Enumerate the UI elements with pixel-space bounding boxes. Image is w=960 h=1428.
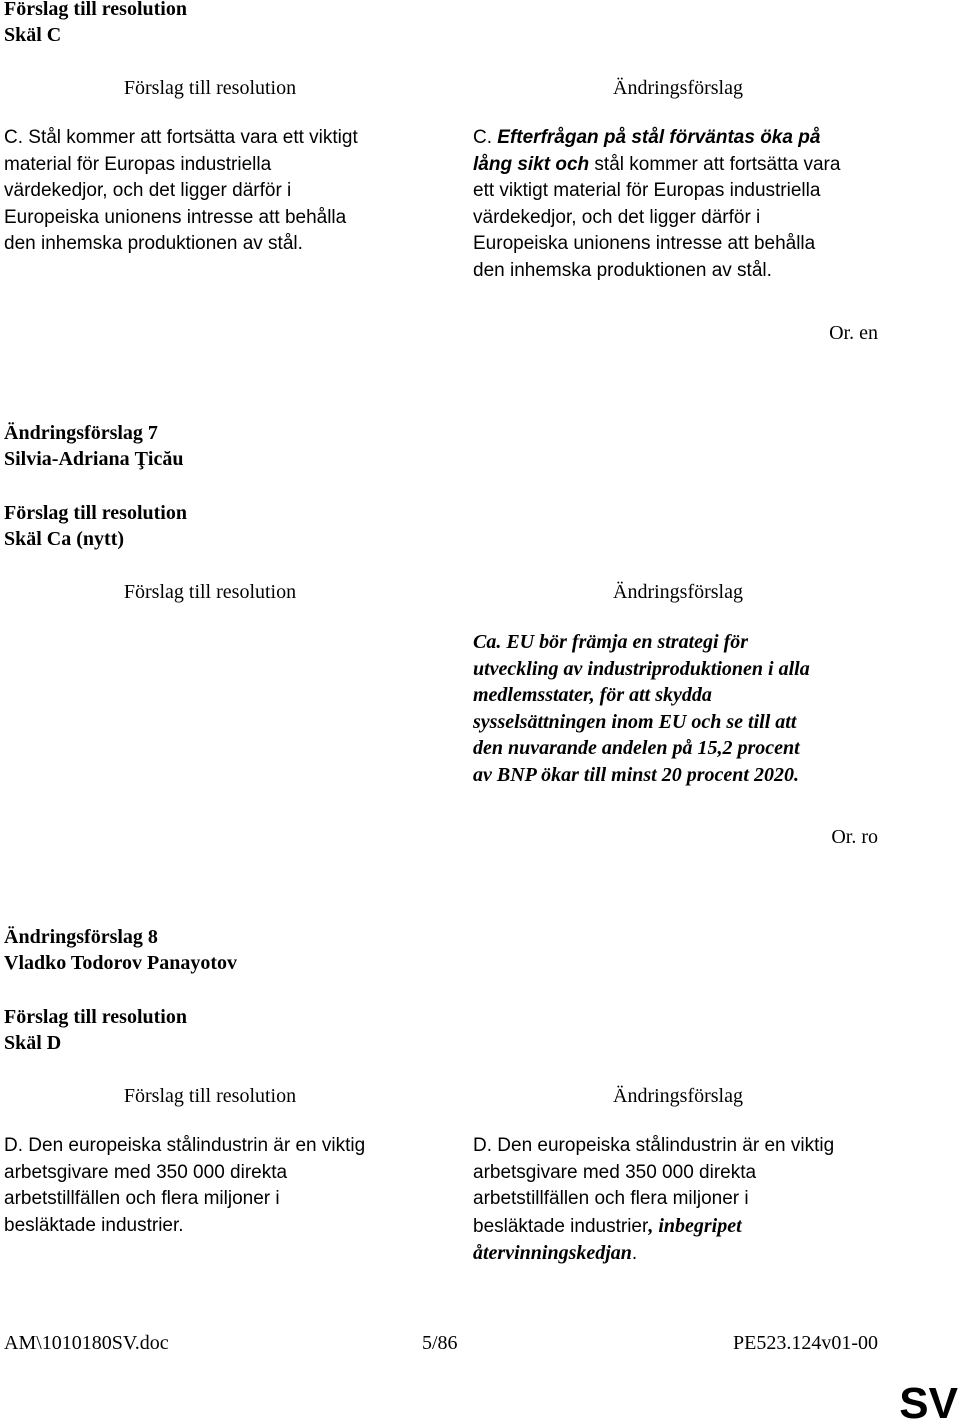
section-header: Förslag till resolution	[4, 0, 187, 20]
text-line	[473, 152, 840, 179]
text-line: ett viktigt material för Europas industriella	[473, 180, 821, 201]
right-column-text	[473, 125, 840, 284]
left-column-heading: Förslag till resolution	[123, 77, 297, 99]
recital-header: Skäl Ca (nytt)	[4, 528, 125, 550]
text-line: den inhemska produktionen av stål.	[473, 259, 772, 281]
text-line: sysselsättningen inom EU och se till att	[473, 710, 797, 733]
text-line: medlemsstater, för att skydda	[473, 684, 712, 706]
text-line	[473, 1213, 834, 1241]
text-line: arbetstillfällen och flera miljoner i	[473, 1188, 749, 1209]
added-text: Efterfrågan på stål förväntas öka på	[497, 127, 821, 148]
recital-header: Skäl C	[4, 24, 62, 46]
right-column-heading: Ändringsförslag	[613, 1085, 743, 1107]
left-column-heading: Förslag till resolution	[123, 1085, 297, 1107]
text-line: arbetstillfällen och flera miljoner i	[4, 1188, 280, 1209]
recital-header: Skäl D	[4, 1032, 62, 1054]
footer-page-number: 5/86	[422, 1332, 458, 1354]
section-header: Förslag till resolution	[4, 502, 187, 524]
right-column-text	[473, 629, 810, 788]
text-run: besläktade industrier	[473, 1215, 649, 1237]
amendment-author: Vladko Todorov Panayotov	[4, 952, 238, 974]
text-line: arbetsgivare med 350 000 direkta	[473, 1161, 757, 1183]
text-run: stål kommer att fortsätta vara	[589, 153, 841, 175]
text-line	[473, 125, 840, 152]
text-line: värdekedjor, och det ligger därför i	[4, 180, 292, 201]
section-header: Förslag till resolution	[4, 1006, 187, 1028]
amendment-author: Silvia-Adriana Ţicău	[4, 448, 184, 470]
right-column-text	[473, 1133, 834, 1268]
text-line: den nuvarande andelen på 15,2 procent	[473, 737, 800, 759]
text-line: Europeiska unionens intresse att behålla	[4, 206, 347, 228]
text-line: D. Den europeiska stålindustrin är en viktig	[473, 1135, 835, 1156]
text-line	[473, 1240, 834, 1268]
original-language: Or. en	[829, 322, 878, 344]
right-column-heading: Ändringsförslag	[613, 581, 743, 603]
footer-pe-ref: PE523.124v01-00	[733, 1332, 878, 1354]
added-text: , inbegripet	[648, 1214, 742, 1237]
left-column-heading: Förslag till resolution	[123, 581, 297, 603]
text-line: Ca. EU bör främja en strategi för	[473, 631, 749, 653]
footer-doc-ref: AM\1010180SV.doc	[4, 1332, 169, 1354]
text-line: besläktade industrier.	[4, 1214, 184, 1236]
text-line: av BNP ökar till minst 20 procent 2020.	[473, 763, 799, 786]
right-column-heading: Ändringsförslag	[613, 77, 743, 99]
added-text: återvinningskedjan	[473, 1242, 632, 1264]
text-run: .	[631, 1243, 638, 1264]
text-line: Europeiska unionens intresse att behålla	[473, 233, 816, 254]
added-text: lång sikt och	[473, 153, 590, 175]
amendment-number: Ändringsförslag 8	[4, 926, 158, 948]
left-column-text	[4, 1133, 365, 1239]
language-code: SV	[899, 1379, 958, 1428]
amendment-number: Ändringsförslag 7	[4, 422, 158, 444]
text-line: C. Stål kommer att fortsätta vara ett viktigt	[4, 127, 358, 148]
original-language: Or. ro	[831, 826, 878, 848]
text-line: värdekedjor, och det ligger därför i	[473, 206, 761, 228]
text-run: C.	[473, 127, 498, 148]
text-line: material för Europas industriella	[4, 153, 272, 175]
left-column-text	[4, 125, 358, 258]
text-line: D. Den europeiska stålindustrin är en viktig	[4, 1135, 366, 1156]
text-line: den inhemska produktionen av stål.	[4, 233, 303, 254]
text-line: utveckling av industriproduktionen i alla	[473, 657, 810, 680]
text-line: arbetsgivare med 350 000 direkta	[4, 1161, 288, 1183]
